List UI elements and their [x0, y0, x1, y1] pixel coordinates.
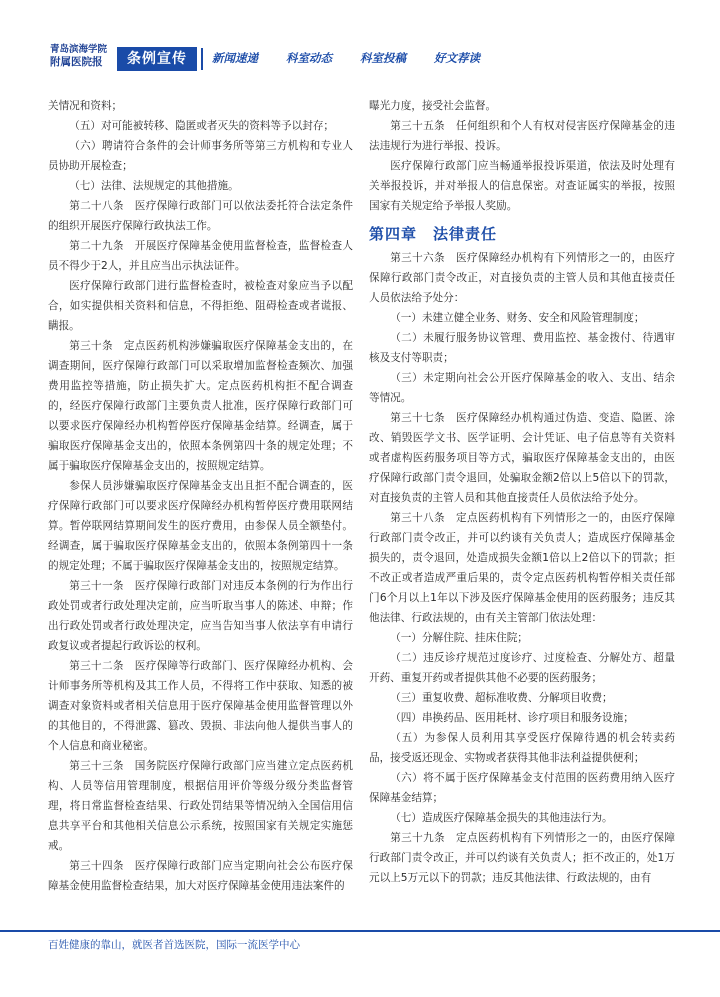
paragraph: 第三十三条 国务院医疗保障行政部门应当建立定点医药机构、人员等信用管理制度，根据信用评价等级分级分类监督管理，将日常监督检查结果、行政处罚结果等情况纳入全国信用信息共享平台和其他相关信息公示系统，按照国家有关规定实施惩戒。 — [48, 760, 353, 852]
header-nav — [212, 50, 508, 66]
paragraph: 医疗保障行政部门进行监督检查时，被检查对象应当予以配合，如实提供相关资料和信息，不得拒绝、阻碍检查或者谎报、瞒报。 — [48, 280, 353, 332]
paragraph: （五）对可能被转移、隐匿或者灭失的资料等予以封存； — [69, 120, 335, 132]
paragraph: 第三十五条 任何组织和个人有权对侵害医疗保障基金的违法违规行为进行举报、投诉。 — [369, 120, 675, 152]
paragraph: 第三十一条 医疗保障行政部门对违反本条例的行为作出行政处罚或者行政处理决定前，应当听取当事人的陈述、申辩；作出行政处罚或者行政处理决定，应当告知当事人依法享有申请行政复议或者提起行政诉讼的权利。 — [48, 580, 353, 652]
paragraph: 第三十条 定点医药机构涉嫌骗取医疗保障基金支出的，在调查期间，医疗保障行政部门可以采取增加监督检查频次、加强费用监控等措施，防止损失扩大。定点医药机构拒不配合调查的，经医疗保障行政部门主要负责人批准，医疗保障行政部门可以要求医疗保障经办机构暂停医疗保障基金结算。经调查，属于骗取医疗保障基金支出的，依照本条例第四十条的规定处理；不属于骗取医疗保障基金支出的，按照规定结算。 — [48, 340, 353, 472]
paragraph: 第三十六条 医疗保障经办机构有下列情形之一的，由医疗保障行政部门责令改正，对直接负责的主管人员和其他直接责任人员依法给予处分： — [369, 252, 675, 304]
paragraph: 第三十四条 医疗保障行政部门应当定期向社会公布医疗保障基金使用监督检查结果，加大对医疗保障基金使用违法案件的 — [48, 860, 353, 892]
logo-line-1: 青岛滨海学院 — [50, 44, 108, 55]
nav-item-dept-submissions[interactable]: 科室投稿 — [360, 51, 406, 65]
footer-slogan: 百姓健康的靠山，就医者首选医院，国际一流医学中心 — [48, 939, 300, 951]
paragraph: （七）法律、法规规定的其他措施。 — [69, 180, 239, 192]
paragraph: （一）分解住院、挂床住院； — [390, 632, 528, 644]
paragraph: （四）串换药品、医用耗材、诊疗项目和服务设施； — [390, 712, 634, 724]
paragraph: （六）将不属于医疗保障基金支付范围的医药费用纳入医疗保障基金结算； — [369, 772, 675, 804]
paragraph: 第三十七条 医疗保障经办机构通过伪造、变造、隐匿、涂改、销毁医学文书、医学证明、会计凭证、电子信息等有关资料或者虚构医药服务项目等方式，骗取医疗保障基金支出的，由医疗保障行政部门责令退回，处骗取金额2倍以上5倍以下的罚款，对直接负责的主管人员和其他直接责任人员依法给予处分。 — [369, 412, 675, 504]
paragraph: （三）未定期向社会公开医疗保障基金的收入、支出、结余等情况。 — [369, 372, 675, 404]
newspaper-logo — [50, 44, 112, 68]
paragraph: 医疗保障行政部门应当畅通举报投诉渠道，依法及时处理有关举报投诉，并对举报人的信息保密。对查证属实的举报，按照国家有关规定给予举报人奖励。 — [369, 160, 675, 212]
paragraph: 曝光力度，接受社会监督。 — [369, 100, 497, 112]
header-divider — [201, 48, 203, 70]
paragraph: 第三十二条 医疗保障等行政部门、医疗保障经办机构、会计师事务所等机构及其工作人员，不得将工作中获取、知悉的被调查对象资料或者相关信息用于医疗保障基金使用监督管理以外的其他目的，不得泄露、篡改、毁损、非法向他人提供当事人的个人信息和商业秘密。 — [48, 660, 353, 752]
footer-divider — [0, 930, 720, 932]
paragraph: （三）重复收费、超标准收费、分解项目收费； — [390, 692, 613, 704]
paragraph: 关情况和资料； — [48, 100, 123, 112]
paragraph: （二）未履行服务协议管理、费用监控、基金拨付、待遇审核及支付等职责； — [369, 332, 675, 364]
paragraph: （二）违反诊疗规范过度诊疗、过度检查、分解处方、超量开药、重复开药或者提供其他不必要的医药服务； — [369, 652, 675, 684]
nav-item-dept-news[interactable]: 科室动态 — [286, 51, 332, 65]
right-text-column — [369, 96, 675, 888]
nav-item-recommended[interactable]: 好文荐读 — [434, 51, 480, 65]
chapter-title: 第四章 法律责任 — [369, 225, 498, 243]
logo-line-2: 附属医院报 — [50, 56, 103, 68]
paragraph: 第三十九条 定点医药机构有下列情形之一的，由医疗保障行政部门责令改正，并可以约谈有关负责人；拒不改正的，处1万元以上5万元以下的罚款；违反其他法律、行政法规的，由有 — [369, 832, 675, 884]
paragraph: （七）造成医疗保障基金损失的其他违法行为。 — [390, 812, 613, 824]
paragraph: （六）聘请符合条件的会计师事务所等第三方机构和专业人员协助开展检查； — [48, 140, 353, 172]
paragraph: （五）为参保人员利用其享受医疗保障待遇的机会转卖药品，接受返还现金、实物或者获得其他非法利益提供便利； — [369, 732, 675, 764]
paragraph: 第二十九条 开展医疗保障基金使用监督检查，监督检查人员不得少于2人，并且应当出示执法证件。 — [48, 240, 353, 272]
paragraph: 第二十八条 医疗保障行政部门可以依法委托符合法定条件的组织开展医疗保障行政执法工作。 — [48, 200, 353, 232]
paragraph: 参保人员涉嫌骗取医疗保障基金支出且拒不配合调查的，医疗保障行政部门可以要求医疗保障经办机构暂停医疗费用联网结算。暂停联网结算期间发生的医疗费用，由参保人员全额垫付。经调查，属于骗取医疗保障基金支出的，依照本条例第四十一条的规定处理；不属于骗取医疗保障基金支出的，按照规定结算。 — [48, 480, 353, 572]
section-tab: 条例宣传 — [117, 47, 197, 71]
nav-item-news[interactable]: 新闻速递 — [212, 51, 258, 65]
paragraph: （一）未建立健全业务、财务、安全和风险管理制度； — [390, 312, 645, 324]
paragraph: 第三十八条 定点医药机构有下列情形之一的，由医疗保障行政部门责令改正，并可以约谈有关负责人；造成医疗保障基金损失的，责令退回，处造成损失金额1倍以上2倍以下的罚款；拒不改正或者造成严重后果的，责令定点医药机构暂停相关责任部门6个月以上1年以下涉及医疗保障基金使用的医药服务；违反其他法律、行政法规的，由有关主管部门依法处理： — [369, 512, 675, 624]
left-text-column — [48, 96, 353, 896]
